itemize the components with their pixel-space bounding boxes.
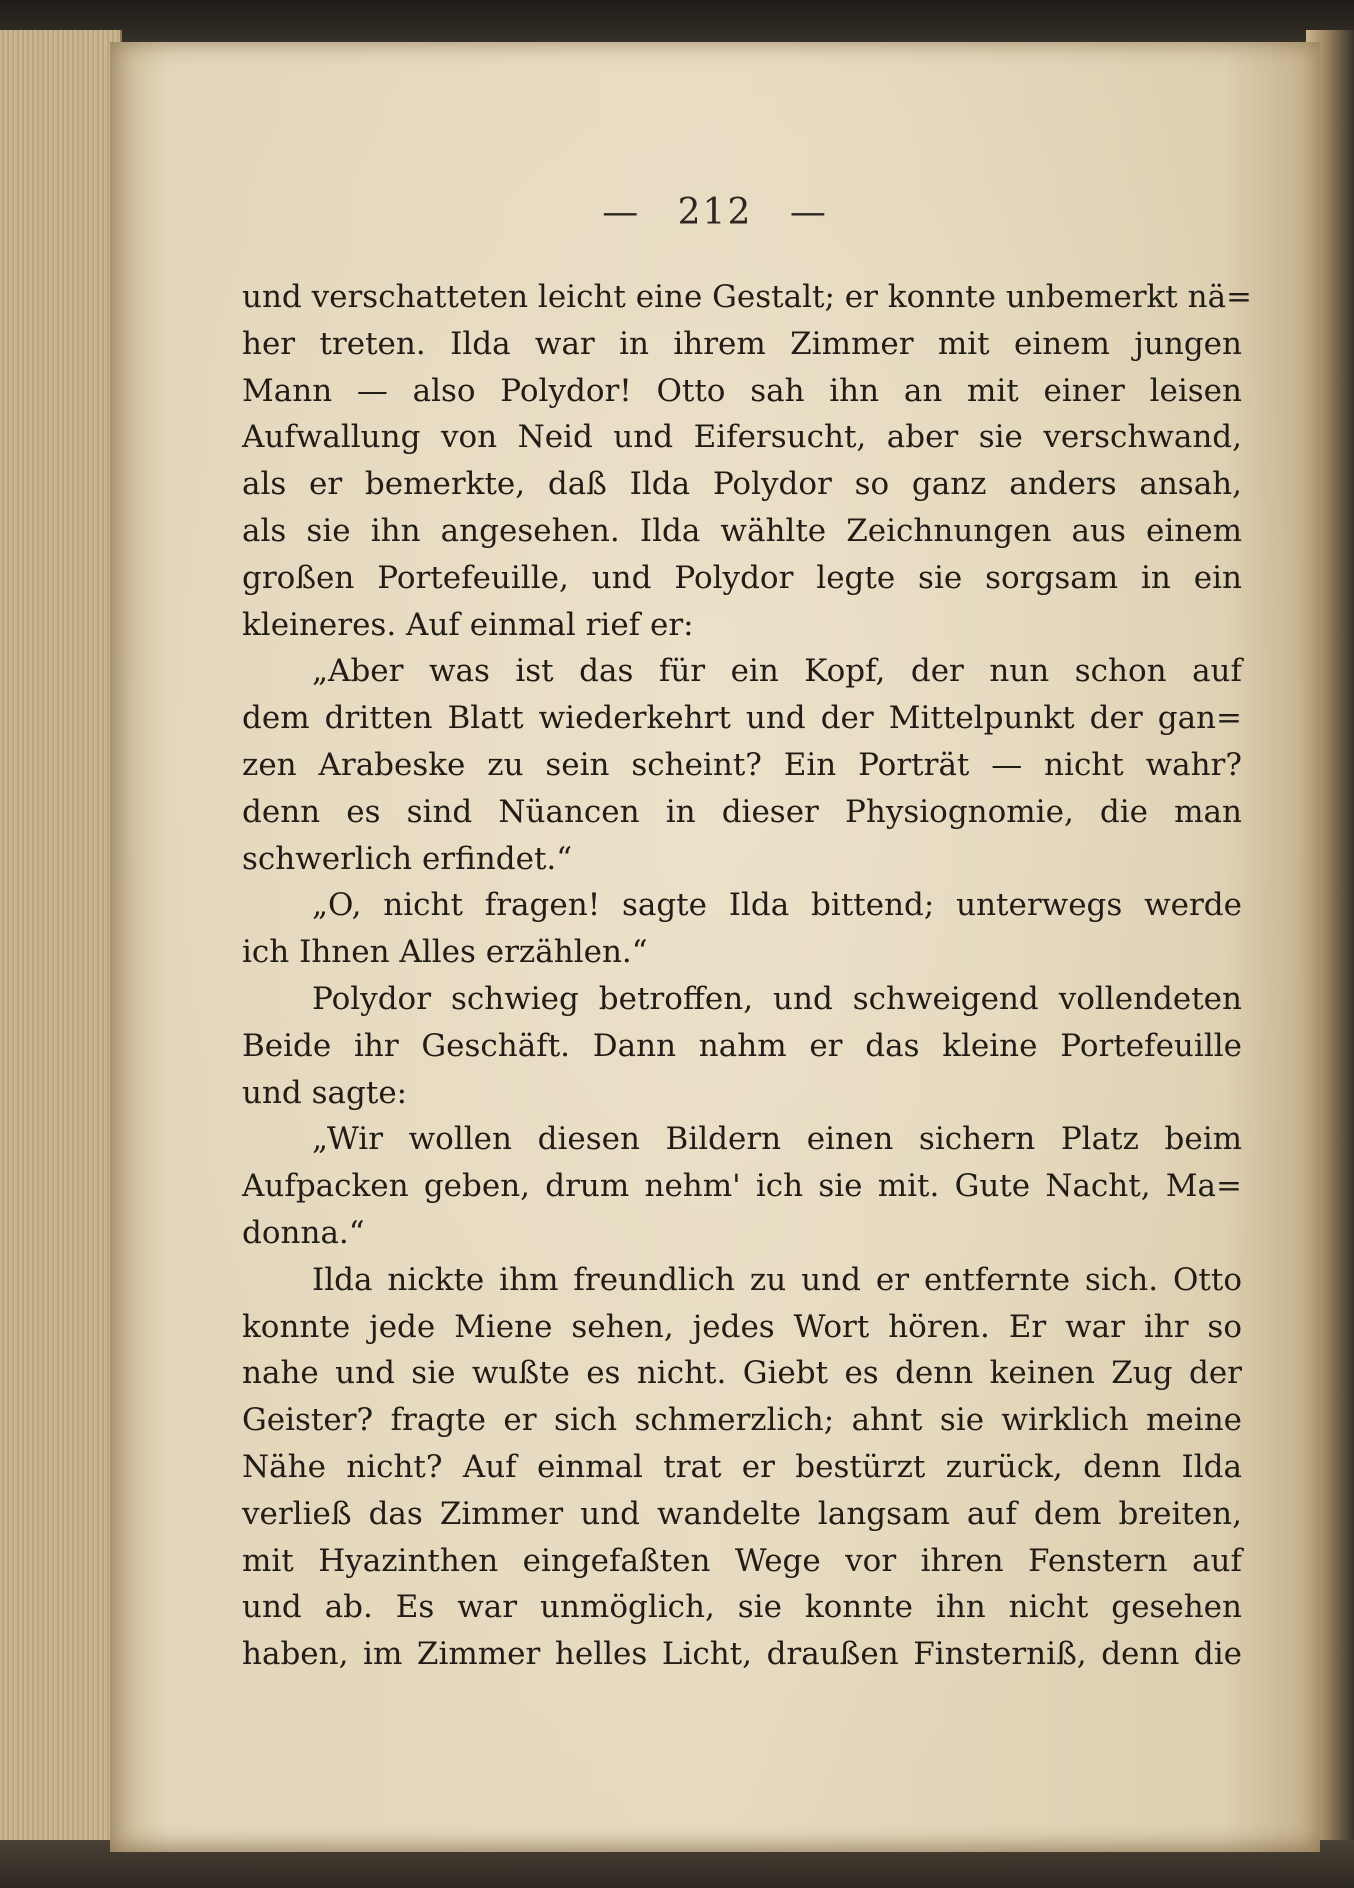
text-line: haben, im Zimmer helles Licht, draußen Finsterniß, denn die: [242, 1636, 1242, 1673]
book-cover-top: [0, 0, 1354, 48]
text-line: konnte jede Miene sehen, jedes Wort hören. Er war ihr so: [242, 1308, 1242, 1345]
text-line: ich Ihnen Alles erzählen.“: [242, 934, 648, 971]
header-dash-right: —: [789, 192, 828, 233]
text-line: „Wir wollen diesen Bildern einen sichern Platz beim: [312, 1121, 1242, 1158]
text-line: schwerlich erfindet.“: [242, 840, 573, 877]
text-line: großen Portefeuille, und Polydor legte sie sorgsam in ein: [242, 559, 1242, 596]
text-line: kleineres. Auf einmal rief er:: [242, 606, 694, 643]
page-number: 212: [677, 192, 753, 233]
text-line: als sie ihn angesehen. Ilda wählte Zeichnungen aus einem: [242, 512, 1242, 549]
book-page: [110, 42, 1320, 1852]
text-line: Geister? fragte er sich schmerzlich; ahnt sie wirklich meine: [242, 1402, 1242, 1439]
body-text: [242, 274, 1253, 1678]
text-line: donna.“: [242, 1214, 365, 1251]
text-line: „Aber was ist das für ein Kopf, der nun schon auf: [312, 653, 1242, 690]
text-line: und sagte:: [242, 1074, 408, 1111]
text-line: dem dritten Blatt wiederkehrt und der Mittelpunkt der gan=: [242, 700, 1242, 737]
text-line: denn es sind Nüancen in dieser Physiognomie, die man: [242, 793, 1242, 830]
text-line: Aufpacken geben, drum nehm' ich sie mit. Gute Nacht, Ma=: [242, 1168, 1242, 1205]
text-line: her treten. Ilda war in ihrem Zimmer mit einem jungen: [242, 325, 1242, 362]
header-dash-left: —: [602, 192, 641, 233]
text-line: Mann — also Polydor! Otto sah ihn an mit einer leisen: [242, 372, 1242, 409]
text-line: Aufwallung von Neid und Eifersucht, aber sie verschwand,: [242, 419, 1242, 456]
page-stack-edge: [0, 30, 122, 1850]
text-line: „O, nicht fragen! sagte Ilda bittend; unterwegs werde: [312, 887, 1242, 924]
text-line: und verschatteten leicht eine Gestalt; er konnte unbemerkt nä=: [242, 279, 1253, 315]
text-line: Beide ihr Geschäft. Dann nahm er das kleine Portefeuille: [242, 1027, 1242, 1064]
text-line: verließ das Zimmer und wandelte langsam auf dem breiten,: [242, 1495, 1242, 1532]
text-line: nahe und sie wußte es nicht. Giebt es denn keinen Zug der: [242, 1355, 1242, 1392]
text-line: mit Hyazinthen eingefaßten Wege vor ihren Fenstern auf: [242, 1542, 1242, 1579]
page-header: [110, 192, 1320, 233]
text-line: Polydor schwieg betroffen, und schweigend vollendeten: [312, 980, 1242, 1017]
text-line: zen Arabeske zu sein scheint? Ein Porträt — nicht wahr?: [242, 746, 1242, 783]
text-line: Ilda nickte ihm freundlich zu und er entfernte sich. Otto: [312, 1261, 1242, 1298]
text-line: und ab. Es war unmöglich, sie konnte ihn nicht gesehen: [242, 1589, 1242, 1626]
text-line: Nähe nicht? Auf einmal trat er bestürzt zurück, denn Ilda: [242, 1448, 1242, 1485]
text-line: als er bemerkte, daß Ilda Polydor so ganz anders ansah,: [242, 466, 1242, 503]
